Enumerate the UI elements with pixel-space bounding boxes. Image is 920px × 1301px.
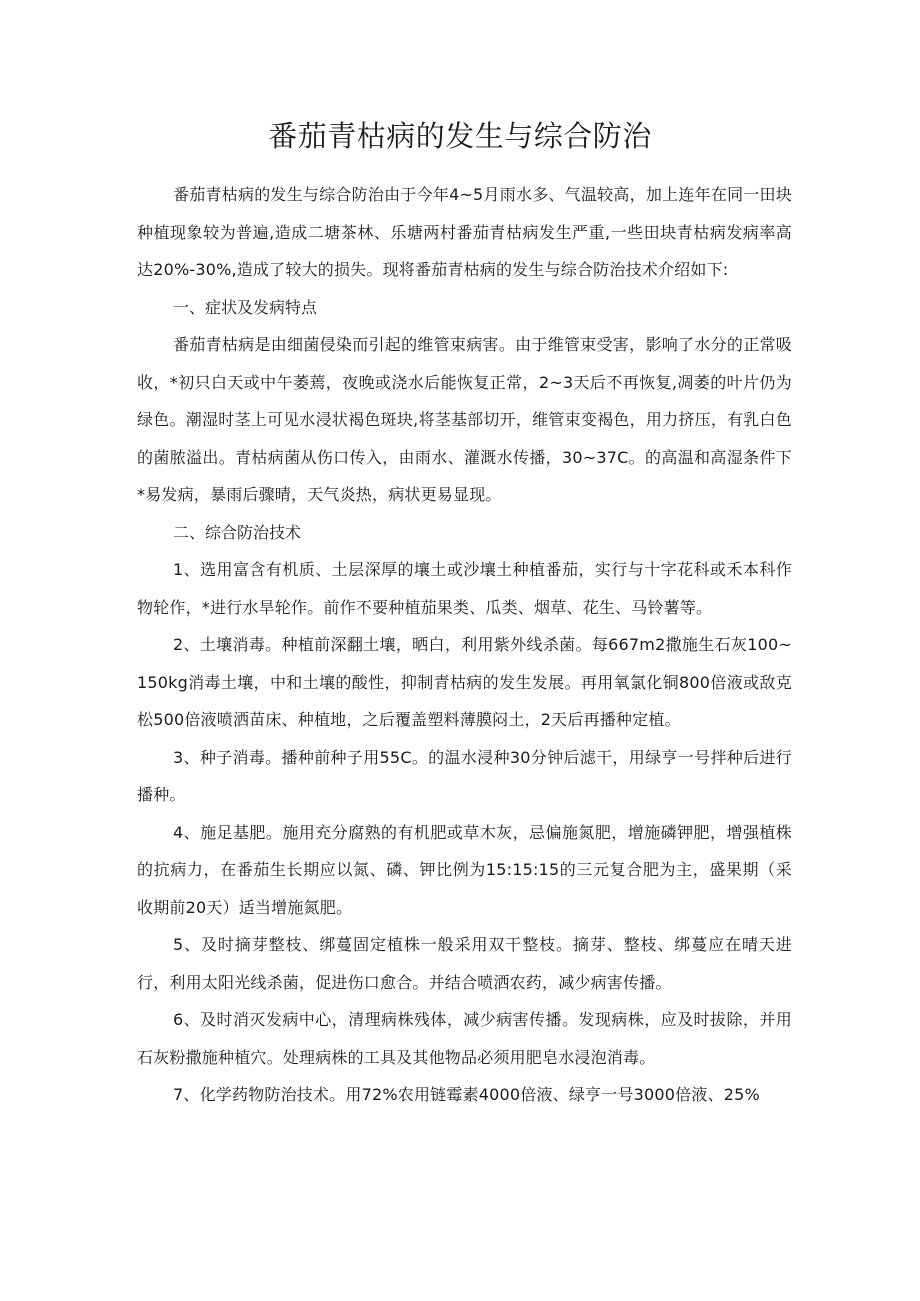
control-item-3: 3、种子消毒。播种前种子用55C。的温水浸种30分钟后滤干，用绿亨一号拌种后进行播种。 bbox=[137, 747, 792, 804]
control-item-6: 6、及时消灭发病中心，清理病株残体，减少病害传播。发现病株，应及时拔除，并用石灰粉撒施种植穴。处理病株的工具及其他物品必须用肥皂水浸泡消毒。 bbox=[137, 1010, 792, 1067]
document-body bbox=[137, 176, 792, 1114]
document-title: 番茄青枯病的发生与综合防治 bbox=[268, 119, 652, 153]
control-item-2: 2、土壤消毒。种植前深翻土壤，晒白，利用紫外线杀菌。每667m2撒施生石灰100~150kg消毒土壤，中和土壤的酸性，抑制青枯病的发生发展。再用氧氯化铜800倍液或敌克松500倍液喷洒苗床、种植地，之后覆盖塑料薄膜闷土，2天后再播种定植。 bbox=[137, 635, 792, 729]
control-item-7: 7、化学药物防治技术。用72%农用链霉素4000倍液、绿亨一号3000倍液、25% bbox=[173, 1085, 760, 1104]
control-item-1: 1、选用富含有机质、土层深厚的壤土或沙壤土种植番茄，实行与十字花科或禾本科作物轮作，*进行水旱轮作。前作不要种植茄果类、瓜类、烟草、花生、马铃薯等。 bbox=[137, 560, 792, 617]
control-item-5: 5、及时摘芽整枝、绑蔓固定植株一般采用双干整枝。摘芽、整枝、绑蔓应在晴天进行，利用太阳光线杀菌，促进伤口愈合。并结合喷洒农药，减少病害传播。 bbox=[137, 935, 792, 992]
symptoms-paragraph: 番茄青枯病是由细菌侵染而引起的维管束病害。由于维管束受害，影响了水分的正常吸收，*初只白天或中午萎蔫，夜晚或浇水后能恢复正常，2~3天后不再恢复,凋萎的叶片仍为绿色。潮湿时茎上可见水浸状褐色斑块,将茎基部切开，维管束变褐色，用力挤压，有乳白色的菌脓溢出。青枯病菌从伤口传入，由雨水、灌溉水传播，30~37C。的高温和高湿条件下*易发病，暴雨后骤晴，天气炎热，病状更易显现。 bbox=[137, 335, 792, 504]
control-item-4: 4、施足基肥。施用充分腐熟的有机肥或草木灰，忌偏施氮肥，增施磷钾肥，增强植株的抗病力，在番茄生长期应以氮、磷、钾比例为15:15:15的三元复合肥为主，盛果期（采收期前20天）适当增施氮肥。 bbox=[137, 822, 792, 917]
section-heading-control: 二、综合防治技术 bbox=[173, 522, 302, 542]
section-heading-symptoms: 一、症状及发病特点 bbox=[173, 297, 318, 317]
intro-paragraph: 番茄青枯病的发生与综合防治由于今年4~5月雨水多、气温较高，加上连年在同一田块种植现象较为普遍,造成二塘茶林、乐塘两村番茄青枯病发生严重,一些田块青枯病发病率高达20%-30%,造成了较大的损失。现将番茄青枯病的发生与综合防治技术介绍如下: bbox=[137, 185, 792, 279]
